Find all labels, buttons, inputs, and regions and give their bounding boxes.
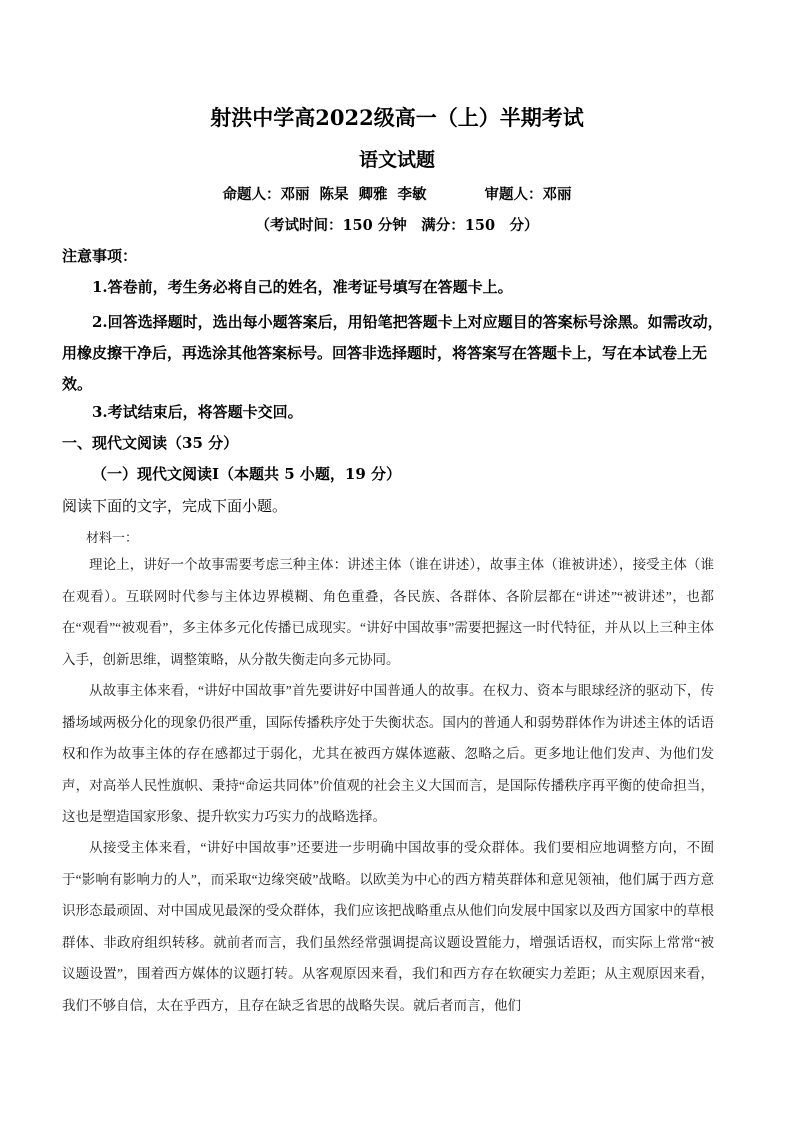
passage-paragraph: 理论上，讲好一个故事需要考虑三种主体：讲述主体（谁在讲述），故事主体（谁被讲述），接受主体（谁在观看）。互联网时代参与主体边界模糊、角色重叠，各民族、各群体、各阶层都在“讲述”“被讲述”，也都在“观看”“被观看”，多主体多元化传播已成现实。“讲好中国故事”需要把握这一时代特征，并从以上三种主体入手，创新思维，调整策略，从分散失衡走向多元协同。 [62,557,714,667]
section-heading: 一、现代文阅读（35 分） [62,434,239,452]
passage-paragraph: 从故事主体来看，“讲好中国故事”首先要讲好中国普通人的故事。在权力、资本与眼球经济的驱动下，传播场域两极分化的现象仍很严重，国际传播秩序处于失衡状态。国内的普通人和弱势群体作为讲述主体的话语权和作为故事主体的存在感都过于弱化，尤其在被西方媒体遮蔽、忽略之后。更多地让他们发声、为他们发声，对高举人民性旗帜、秉持“命运共同体”价值观的社会主义大国而言，是国际传播秩序再平衡的使命担当，这也是塑造国家形象、提升软实力巧实力的战略选择。 [62,683,714,824]
setters-label: 命题人： [222,186,281,203]
setter-name: 陈杲 [319,186,349,203]
exam-title: 射洪中学高2022级高一（上）半期考试 [210,105,584,130]
material-label: 材料一： [86,530,139,545]
setters-line [0,183,794,204]
exam-subtitle: 语文试题 [358,149,435,171]
passage-paragraph: 从接受主体来看，“讲好中国故事”还要进一步明确中国故事的受众群体。我们要相应地调整方向，不囿于“影响有影响力的人”，而采取“边缘突破”战略。以欧美为中心的西方精英群体和意见领袖，他们属于西方意识形态最顽固、对中国成见最深的受众群体，我们应该把战略重点从他们向发展中国家以及西方国家中的草根群体、非政府组织转移。就前者而言，我们虽然经常强调提高议题设置能力，增强话语权，而实际上常常“被议题设置”，围着西方媒体的议题打转。从客观原因来看，我们和西方存在软硬实力差距；从主观原因来看，我们不够自信，太在乎西方，且存在缺乏省思的战略失误。就后者而言，他们 [62,840,714,1013]
subsection-heading: （一）现代文阅读Ⅰ（本题共 5 小题，19 分） [92,465,401,483]
note-item: 2.回答选择题时，选出每小题答案后，用铅笔把答题卡上对应题目的答案标号涂黑。如需改动，用橡皮擦干净后，再选涂其他答案标号。回答非选择题时，将答案写在答题卡上，写在本试卷上无效。 [62,313,723,393]
reviewer-name: 邓丽 [542,186,572,203]
setter-name: 邓丽 [280,186,310,203]
setter-name: 李敏 [397,186,427,203]
note-item: 3.考试结束后，将答题卡交回。 [92,403,303,421]
note-item: 1.答卷前，考生务必将自己的姓名，准考证号填写在答题卡上。 [92,278,513,296]
notes-heading: 注意事项： [62,247,138,265]
setter-name: 卿雅 [358,186,388,203]
reading-instruction: 阅读下面的文字，完成下面小题。 [62,499,288,515]
reviewer-label: 审题人： [484,186,543,203]
exam-info: （考试时间：150 分钟 满分：150 分） [255,217,539,234]
